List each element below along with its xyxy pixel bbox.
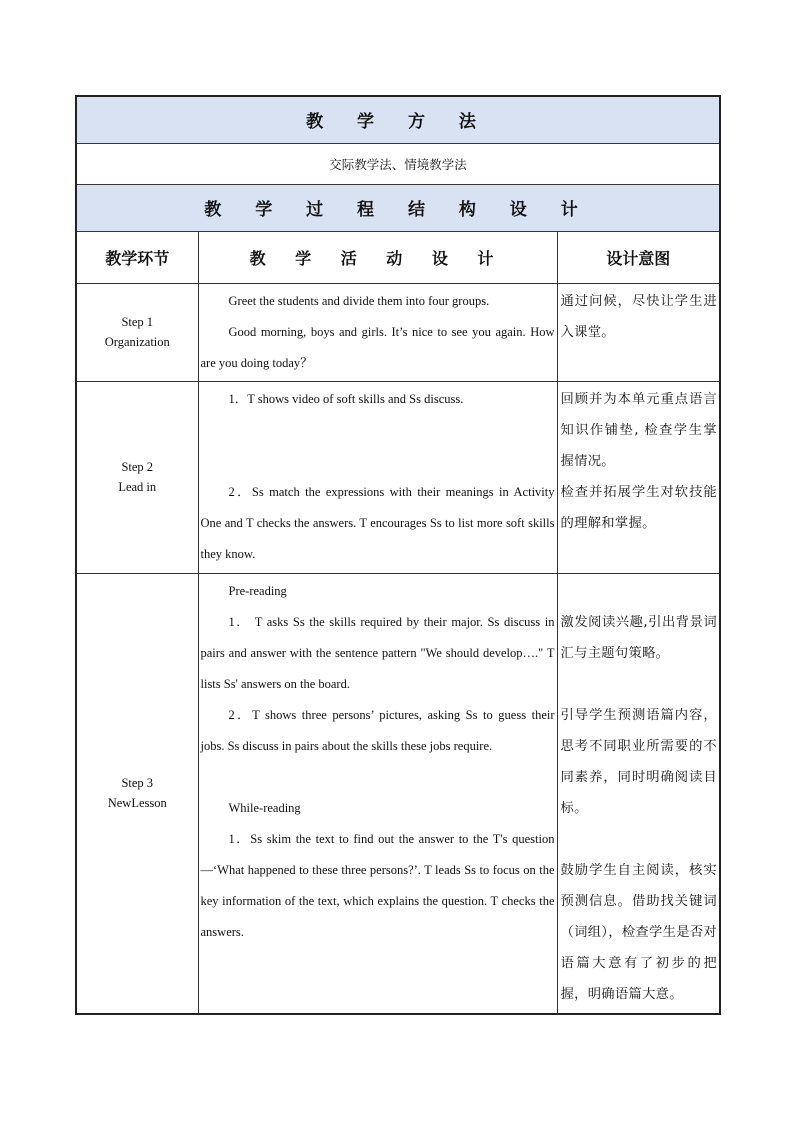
step-2-intent	[557, 381, 720, 573]
step-3-intent-text: 引导学生预测语篇内容，思考不同职业所需要的不同素养，同时明确阅读目标。	[560, 707, 717, 816]
step-2-intent-text: 回顾并为本单元重点语言知识作铺垫, 检查学生掌握情况。	[560, 391, 717, 469]
step-3-activity-line: 1．Ss skim the text to find out the answer to the T's question—‘What happened to these three persons?’. T leads Ss to focus on the key information of the text, which explains the question. T checks the answers.	[200, 831, 555, 939]
step-2-name: Lead in	[118, 480, 157, 494]
step-1-activity	[198, 283, 557, 381]
step-1-intent-text: 通过问候，尽快让学生进入课堂。	[560, 293, 717, 340]
step-3-activity	[198, 573, 557, 1014]
step-2-activity	[198, 381, 557, 573]
step-2-row	[76, 381, 720, 573]
step-3-number: Step 3	[121, 776, 154, 791]
step-1-activity-line: Good morning, boys and girls. It’s nice to see you again. How are you doing today？	[200, 324, 555, 370]
step-2-label	[76, 381, 198, 573]
step-3-intent-text: 鼓励学生自主阅读，核实预测信息。借助找关键词（词组），检查学生是否对语篇大意有了初步的把握，明确语篇大意。	[560, 862, 718, 1002]
step-1-number: Step 1	[121, 315, 154, 329]
methods-content: 交际教学法、情境教学法	[76, 143, 720, 184]
step-1-intent	[557, 283, 720, 381]
step-3-section-heading: Pre-reading	[228, 583, 287, 598]
step-2-activity-line: 1．T shows video of soft skills and Ss discuss.	[228, 391, 464, 406]
step-1-activity-line: Greet the students and divide them into four groups.	[228, 293, 490, 308]
step-1-label	[76, 283, 198, 381]
header-stage: 教学环节	[76, 231, 198, 283]
column-header-row	[76, 231, 720, 283]
lesson-plan-table	[75, 95, 721, 1015]
step-3-activity-line: 1． T asks Ss the skills required by their major. Ss discuss in pairs and answer with the sentence pattern "We should develop…." T lists Ss' answers on the board.	[200, 614, 555, 691]
step-3-activity-line: 2．T shows three persons’ pictures, asking Ss to guess their jobs. Ss discuss in pairs about the skills these jobs require.	[200, 707, 555, 753]
methods-content-row	[76, 143, 720, 184]
step-3-label	[76, 573, 198, 1014]
header-activity: 教 学 活 动 设 计	[198, 231, 557, 283]
step-2-number: Step 2	[121, 460, 154, 474]
step-2-intent-text: 检查并拓展学生对软技能的理解和掌握。	[560, 484, 717, 531]
step-2-activity-line: 2．Ss match the expressions with their meanings in Activity One and T checks the answers. T encourages Ss to list more soft skills they know.	[200, 484, 555, 561]
step-1-row	[76, 283, 720, 381]
process-title-row	[76, 184, 720, 231]
step-3-intent-text: 激发阅读兴趣,引出背景词汇与主题句策略。	[560, 614, 717, 661]
step-3-row	[76, 573, 720, 1014]
step-3-name: NewLesson	[107, 796, 167, 811]
step-1-name: Organization	[104, 335, 170, 349]
process-title: 教 学 过 程 结 构 设 计	[76, 184, 720, 231]
step-3-section-heading: While-reading	[228, 800, 301, 815]
step-3-intent	[557, 573, 720, 1014]
methods-title-row	[76, 96, 720, 143]
methods-title: 教 学 方 法	[76, 96, 720, 143]
header-intent: 设计意图	[557, 231, 720, 283]
